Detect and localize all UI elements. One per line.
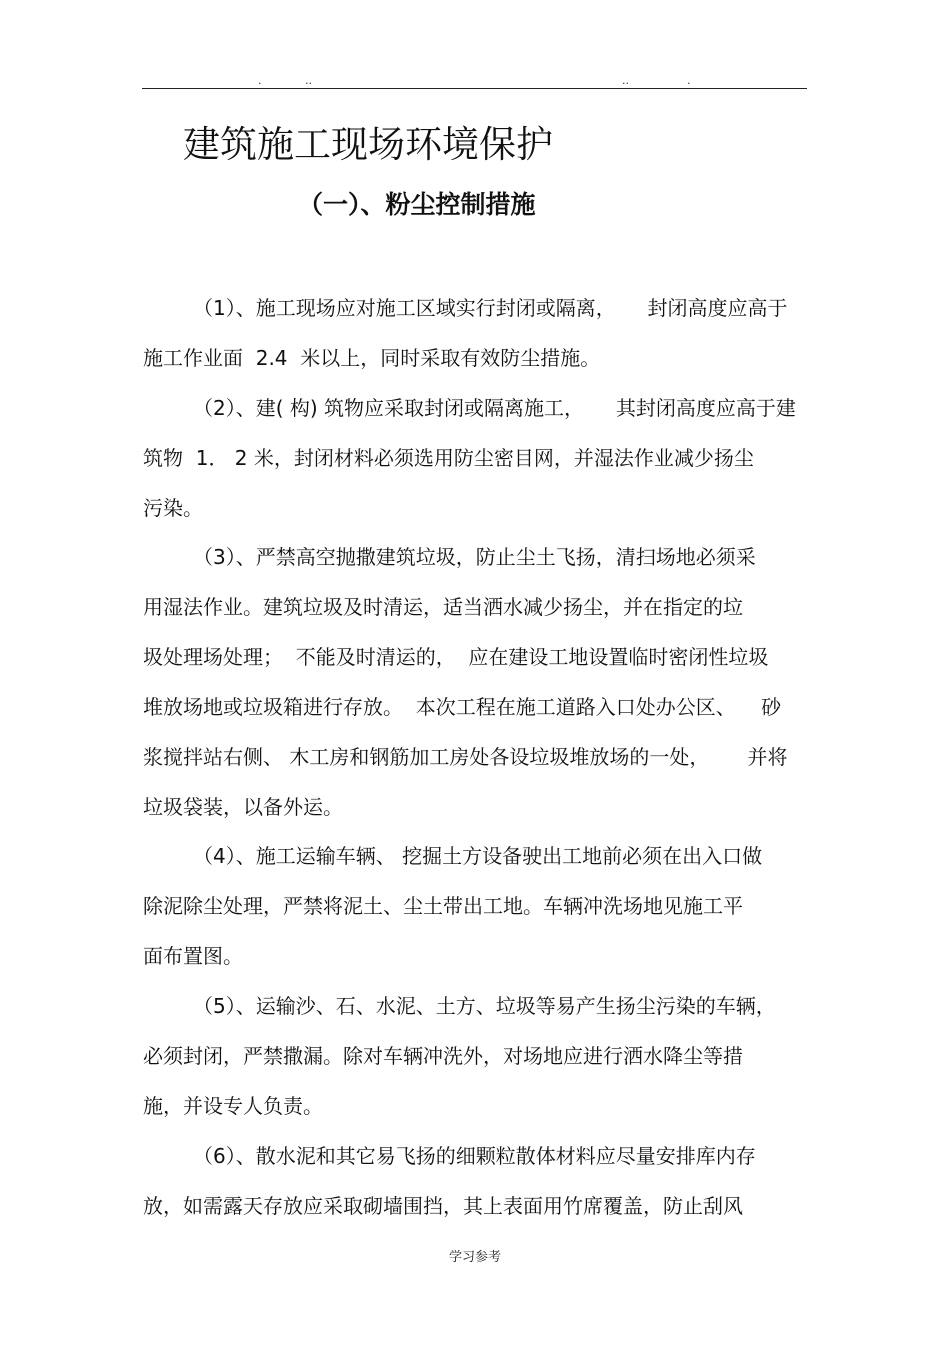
- text-line: （1）、施工现场应对施工区域实行封闭或隔离， 封闭高度应高于: [193, 296, 788, 320]
- text-line: （5）、运输沙、石、水泥、土方、垃圾等易产生扬尘污染的车辆，: [193, 994, 776, 1018]
- text-line: 面布置图。: [143, 944, 243, 968]
- text-line: 筑物 1． 2 米，封闭材料必须选用防尘密目网，并湿法作业减少扬尘: [143, 446, 754, 470]
- text-line: 圾处理场处理； 不能及时清运的， 应在建设工地设置临时密闭性垃圾: [143, 645, 769, 669]
- text-line: （3）、严禁高空抛撒建筑垃圾，防止尘土飞扬，清扫场地必须采: [193, 545, 756, 569]
- text-line: 放，如需露天存放应采取砌墙围挡，其上表面用竹席覆盖，防止刮风: [143, 1194, 743, 1218]
- text-line: 垃圾袋装，以备外运。: [143, 795, 343, 819]
- header-mark-2: ..: [305, 74, 312, 87]
- header-mark-3: ..: [622, 74, 629, 87]
- section-heading: （一）、粉尘控制措施: [298, 190, 536, 219]
- text-line: 浆搅拌站右侧、 木工房和钢筋加工房处各设垃圾堆放场的一处， 并将: [143, 745, 788, 769]
- header-divider: [142, 88, 807, 89]
- text-line: （4）、施工运输车辆、 挖掘土方设备驶出工地前必须在出入口做: [193, 844, 763, 868]
- text-line: 施工作业面 2.4 米以上，同时采取有效防尘措施。: [143, 346, 601, 370]
- text-line: 堆放场地或垃圾箱进行存放。 本次工程在施工道路入口处办公区、 砂: [143, 695, 782, 719]
- text-line: 除泥除尘处理，严禁将泥土、尘土带出工地。车辆冲洗场地见施工平: [143, 894, 743, 918]
- header-mark-1: .: [258, 74, 262, 87]
- text-line: （2）、建( 构) 筑物应采取封闭或隔离施工， 其封闭高度应高于建: [193, 396, 796, 420]
- page-footer: 学习参考: [448, 1250, 501, 1265]
- text-line: 施，并设专人负责。: [143, 1094, 323, 1118]
- text-line: 必须封闭，严禁撒漏。除对车辆冲洗外，对场地应进行洒水降尘等措: [143, 1044, 743, 1068]
- text-line: 污染。: [143, 496, 203, 520]
- document-title: 建筑施工现场环境保护: [183, 123, 553, 166]
- text-line: 用湿法作业。建筑垃圾及时清运，适当洒水减少扬尘，并在指定的垃: [143, 595, 743, 619]
- text-line: （6）、散水泥和其它易飞扬的细颗粒散体材料应尽量安排库内存: [193, 1144, 756, 1168]
- header-mark-4: .: [687, 74, 691, 87]
